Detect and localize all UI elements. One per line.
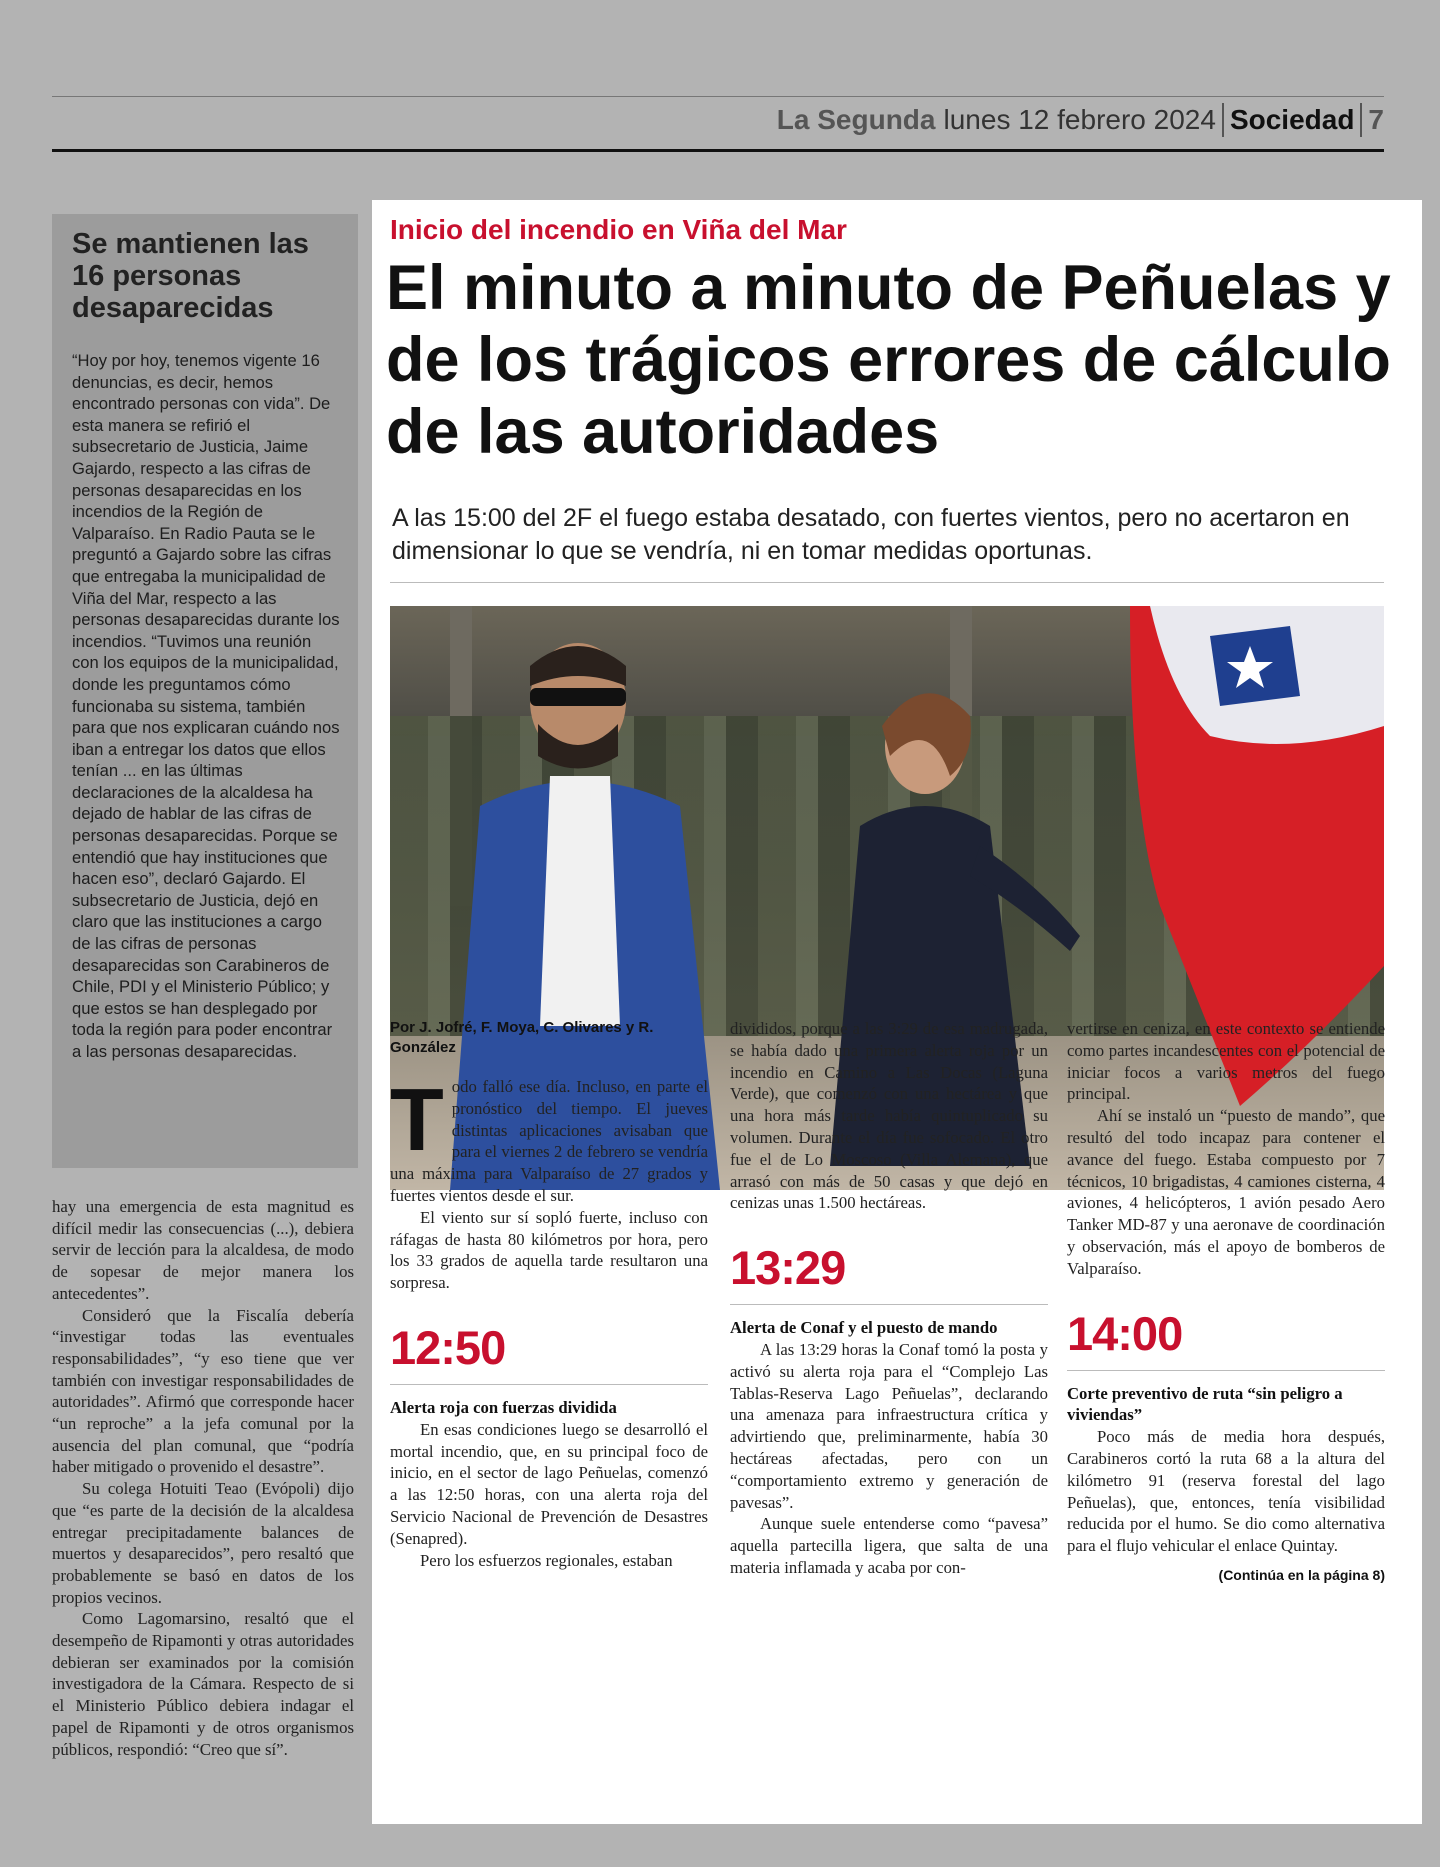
column-paragraph: El viento sur sí sopló fuerte, incluso con ráfagas de hasta 80 kilómetros por hora, pero los 33 grados de aquella tarde resultaron una sorpresa. xyxy=(390,1207,708,1293)
left-column-paragraph: Su colega Hotuiti Teao (Evópoli) dijo que “es parte de la decisión de la alcaldesa entregar precipitadamente balances de muertos y desaparecidos”, pero resaltó que probablemente se basó en datos de los propios vecinos. xyxy=(52,1479,354,1607)
timeline-rule xyxy=(1067,1370,1385,1371)
column-paragraph: divididos, porque a las 3:29 de esa madrugada, se había dado una primera alerta roja por un incendio en Camino a Las Docas (Laguna Verde), que comenzó con una hectárea y que una hora más tarde había quintuplicado su volumen. Durante el día fue sofocado. El otro fue el de Lo Moscoso (Villa Alemana), que arrasó con más de 50 casas y que dejó en cenizas unas 1.500 hectáreas. xyxy=(730,1019,1048,1213)
left-column-paragraph: hay una emergencia de esta magnitud es difícil medir las consecuencias (...), debiera servir de lección para la alcaldesa, de modo de sopesar de mejor manera los antecedentes”. xyxy=(52,1197,354,1303)
left-column-paragraph: Como Lagomarsino, resaltó que el desempeño de Ripamonti y otras autoridades debieran ser examinados por la comisión investigadora de la Cámara. Respecto de si el Ministerio Público debiera indagar el papel de Ripamonti y de otros organismos públicos, respondió: “Creo que sí”. xyxy=(52,1609,354,1759)
column-paragraph: vertirse en ceniza, en este contexto se entiende como partes incandescentes con el potencial de iniciar focos a varios metros del fuego principal. xyxy=(1067,1019,1385,1104)
sidebar-title: Se mantienen las 16 personas desaparecidas xyxy=(72,228,309,324)
header-divider xyxy=(1360,103,1362,137)
newspaper-name: La Segunda xyxy=(776,104,936,135)
header-top-rule xyxy=(52,96,1384,97)
column-paragraph: En esas condiciones luego se desarrolló el mortal incendio, que, en su principal foco de inicio, en el sector de lago Peñuelas, comenzó a las 12:50 horas, con una alerta roja del Servicio Nacional de Prevención de Desastres (Senapred). xyxy=(390,1419,708,1548)
header-divider xyxy=(1222,103,1224,137)
timeline-rule xyxy=(390,1384,708,1385)
timeline-rule xyxy=(730,1304,1048,1305)
sidebar-body: “Hoy por hoy, tenemos vigente 16 denuncias, es decir, hemos encontrado personas con vida”. De esta manera se refirió el subsecretario de Justicia, Jaime Gajardo, respecto a las cifras de personas desaparecidas en los incendios de la Región de Valparaíso. En Radio Pauta se le preguntó a Gajardo sobre las cifras que entregaba la municipalidad de Viña del Mar, respecto a las personas desaparecidas durante los incendios. “Tuvimos una reunión con los equipos de la municipalidad, donde les preguntamos cómo funcionaba su sistema, también para que nos explicaran cuándo nos iban a entregar los datos que ellos tenían ... en las últimas declaraciones de la alcaldesa ha dejado de hablar de las cifras de personas desaparecidas. Porque se entendió que hay instituciones que hacen eso”, declaró Gajardo. El subsecretario de Justicia, dejó en claro que las instituciones a cargo de las cifras de personas desaparecidas son Carabineros de Chile, PDI y el Ministerio Público; y que estos se han desplegado por toda la región para poder encontrar a las personas desaparecidas. xyxy=(72,351,340,1061)
sidebar-box xyxy=(52,214,358,1168)
page-number: 7 xyxy=(1368,104,1384,135)
article-column-1 xyxy=(390,1018,708,1571)
column-paragraph: Pero los esfuerzos regionales, estaban xyxy=(420,1550,673,1570)
timeline-time: 14:00 xyxy=(1067,1306,1183,1360)
left-column xyxy=(52,1196,354,1760)
header-bottom-rule xyxy=(52,149,1384,152)
timeline-subhead: Alerta de Conaf y el puesto de mando xyxy=(730,1318,998,1338)
article-deck: A las 15:00 del 2F el fuego estaba desatado, con fuertes vientos, pero no acertaron en dimensionar lo que se vendría, ni en tomar medidas oportunas. xyxy=(392,504,1350,565)
article-headline: El minuto a minuto de Peñuelas y de los trágicos errores de cálculo de las autoridades xyxy=(386,253,1391,467)
timeline-time: 12:50 xyxy=(390,1320,506,1374)
deck-rule xyxy=(390,582,1384,583)
article-column-3 xyxy=(1067,1018,1385,1587)
article-kicker: Inicio del incendio en Viña del Mar xyxy=(390,214,847,245)
column-paragraph: Ahí se instaló un “puesto de mando”, que resultó del todo incapaz para contener el avance del fuego. Estaba compuesto por 7 técnicos, 10 brigadistas, 4 camiones cisterna, 4 aviones, 4 helicópteros, 1 avión pesado Aero Tanker MD-87 y una aeronave de coordinación y observación, más el apoyo de bomberos de Valparaíso. xyxy=(1067,1106,1385,1278)
byline: Por J. Jofré, F. Moya, C. Olivares y R. González xyxy=(390,1019,654,1056)
column-paragraph: Poco más de media hora después, Carabineros cortó la ruta 68 a la altura del kilómetro 91 (reserva forestal del lago Peñuelas), que, entonces, tenía visibilidad reducida por el humo. Se dio como alternativa para el flujo vehicular el enlace Quintay. xyxy=(1067,1427,1385,1556)
column-paragraph: Aunque suele entenderse como “pavesa” aquella partecilla ligera, que salta de una materia inflamada y acaba por con- xyxy=(730,1514,1048,1577)
continued-note: (Continúa en la página 8) xyxy=(1218,1566,1385,1583)
timeline-subhead: Corte preventivo de ruta “sin peligro a viviendas” xyxy=(1067,1383,1343,1425)
man-shirt xyxy=(540,776,620,1026)
section-name: Sociedad xyxy=(1229,104,1355,135)
drop-cap: T xyxy=(390,1070,444,1169)
column-paragraph: odo falló ese día. Incluso, en parte el pronóstico del tiempo. El jueves distintas aplicaciones avisaban que para el viernes 2 de febrero se vendría una máxima para Valparaíso de 27 grados y fuertes vientos desde el sur. xyxy=(390,1077,708,1205)
timeline-time: 13:29 xyxy=(730,1241,846,1295)
column-paragraph: A las 13:29 horas la Conaf tomó la posta y activó su alerta roja para el “Complejo Las Tablas-Reserva Lago Peñuelas”, declarando una amenaza para infraestructura crítica y advirtiendo que, preliminarmente, había 30 hectáreas afectadas, pero con un “comportamiento extremo y generación de pavesas”. xyxy=(730,1339,1048,1512)
left-column-paragraph: Consideró que la Fiscalía debería “investigar todas las eventuales responsabilidades”, “y eso tiene que ver también con investigar responsabilidades de autoridades”. Afirmó que corresponde hacer “un reproche” a la jefa comunal por la ausencia del plan comunal, que “podría haber mitigado o provenido el desastre”. xyxy=(52,1305,354,1477)
man-sunglasses xyxy=(530,688,626,706)
page-header xyxy=(777,100,1384,140)
timeline-subhead: Alerta roja con fuerzas dividida xyxy=(390,1397,617,1417)
article-column-2 xyxy=(730,1018,1048,1579)
issue-date: lunes 12 febrero 2024 xyxy=(943,104,1216,135)
